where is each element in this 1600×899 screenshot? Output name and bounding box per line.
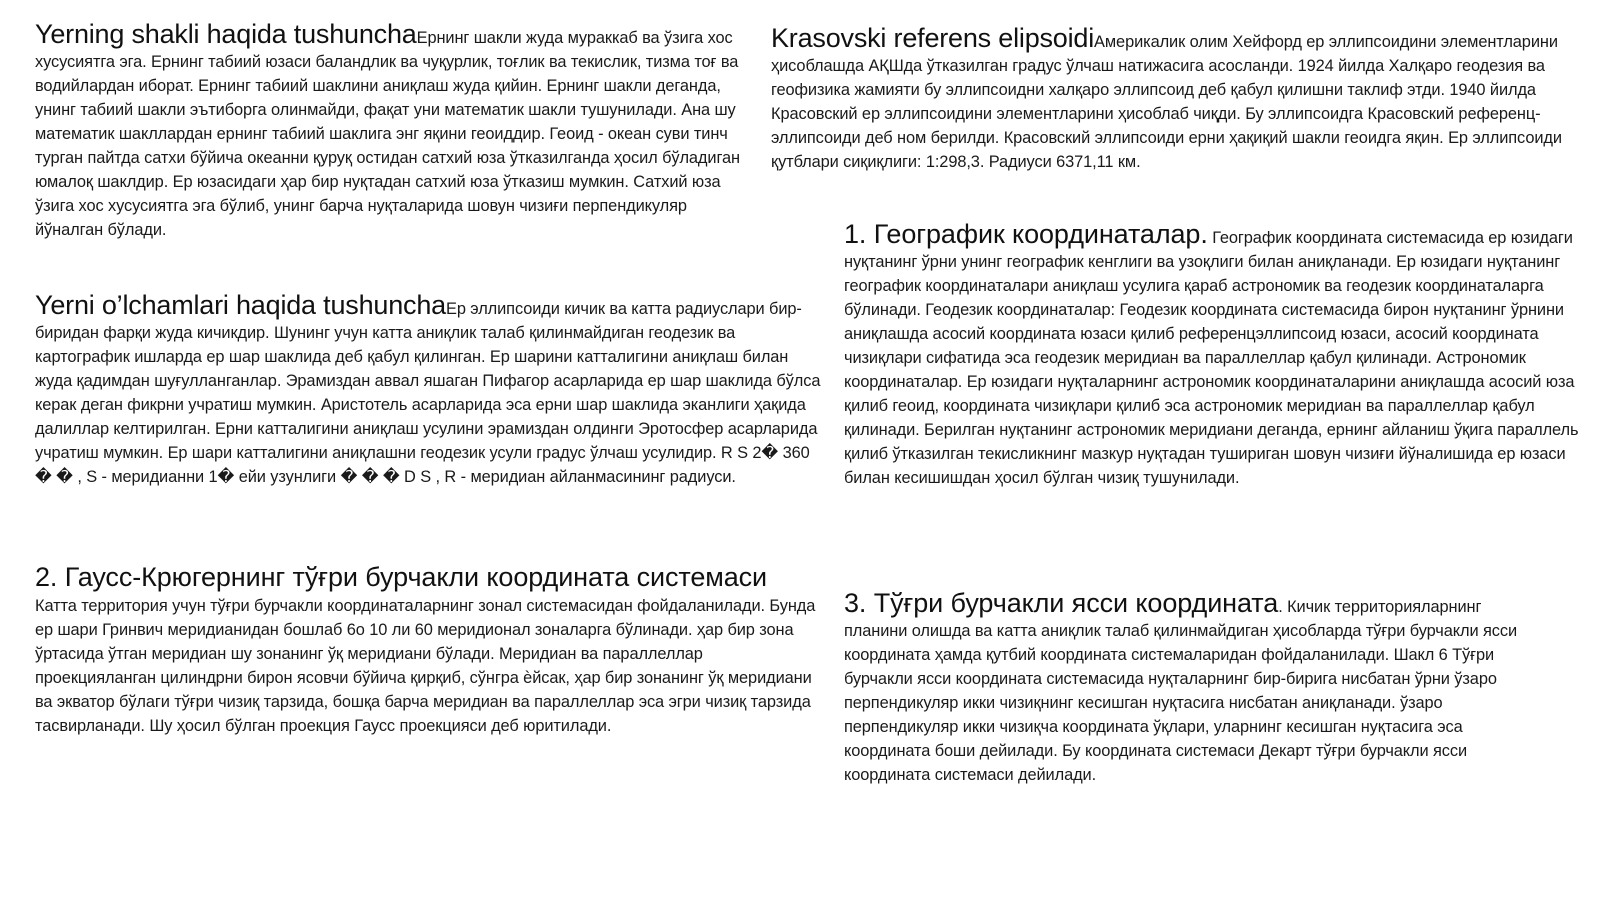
section-text: Географик координата системасида ер юзидаги нуқтанинг ўрни унинг географик кенглиги ва узоқлиги билан аниқланади. Ер юзидаги нуқтанинг географик координаталари аниқлаш усулига қараб астрономик ва геодезик координаталарга бўлинади. Геодезик координаталар: Геодезик координата системасида бирон нуқтанинг ўрнини аниқлашда асосий координата юзаси қилиб референцэллипсоид юзаси, асосий координата чизиқлари сифатида эса геодезик меридиан ва параллеллар қабул қилинади. Астрономик координаталар. Ер юзидаги нуқталарнинг астрономик координаталарини аниқлашда асосий юза қилиб геоид, координата чизиқлари қилиб эса астрономик меридиан ва параллеллар қабул қилинади. Берилган нуқтанинг астрономик меридиани деганда, ернинг айланиш ўқига параллель қилиб ўтказилган текисликнинг мазкур нуқтадан тушириган шовун чизиғи йўналишида ер юзаси билан кесишишдан ҳосил бўлган чизиқ тушунилади. (844, 229, 1579, 487)
section-title: Yerni o’lchamlari haqida tushuncha (35, 290, 446, 320)
section-krasovski-ellipsoid (771, 23, 1571, 174)
section-text: Катта территория учун тўғри бурчакли координаталарнинг зонал системасидан фойдаланилади. Бунда ер шари Гринвич меридианидан бошлаб 6о 10 ли 60 меридионал зоналарга бўлинади. ҳар бир зона ўртасида ўтган меридиан шу зонанинг ўқ меридиани бўлади. Меридиан ва параллеллар проекцияланган цилиндрни бирон ясовчи бўйича қирқиб, сўнгра ѐйсак, ҳар бир зонанинг ўқ меридиани ва экватор бўлаги тўғри чизиқ тарзида, бошқа барча меридиан ва параллеллар эса эгри чизиқ тарзида тасвирланади. Шу ҳосил бўлган проекция Гаусс проекцияси деб юритилади. (35, 597, 816, 735)
section-title: 1. Географик координаталар. (844, 219, 1208, 249)
section-text: Ер эллипсоиди кичик ва катта радиуслари бир-биридан фарқи жуда кичикдир. Шунинг учун катта аниқлик талаб қилинмайдиган геодезик ва картографик ишларда ер шар шаклида деб қабул қилинган. Ер шарини катталигини аниқлаш билан жуда қадимдан шуғулланганлар. Эрамиздан аввал яшаган Пифагор асарларида ер шар шаклида бўлса керак деган фикрни учратиш мумкин. Аристотель асарларида эса ерни шар шаклида эканлиги ҳақида далиллар келтирилган. Ерни катталигини аниқлаш усулини эрамиздан олдинги Эротосфер асарларида учратиш мумкин. Ер шари катталигини аниқлашни геодезик усули градус ўлчаш усулидир. R S 2� 360 � � , S - меридианни 1� ейи узунлиги � � � D S , R - меридиан айланмасининг радиуси. (35, 300, 821, 486)
section-geographic-coordinates (844, 219, 1584, 490)
section-title: 3. Тўғри бурчакли ясси координата (844, 588, 1279, 618)
section-gauss-kruger (35, 560, 825, 738)
section-text: . Кичик территорияларнинг планини олишда ва катта аниқлик талаб қилинмайдиган ҳисобларда тўғри бурчакли ясси координата ҳамда қутбий координата системаларидан фойдаланилади. Шакл 6 Тўғри бурчакли ясси координата системасида нуқталарнинг бир-бирига нисбатан ўрни ўзаро перпендикуляр икки чизиқнинг кесишган нуқтасига нисбатан аниқланади. ўзаро перпендикуляр икки чизиқча координата ўқлари, уларнинг кесишган нуқтасига эса координата боши дейилади. Бу координата системаси Декарт тўғри бурчакли ясси координата системаси дейилади. (844, 598, 1518, 784)
section-title: Krasovski referens elipsoidi (771, 23, 1095, 53)
section-heading: 2. Гаусс-Крюгернинг тўғри бурчакли координата системаси (35, 562, 768, 592)
section-text: Ернинг шакли жуда мураккаб ва ўзига хос хусусиятга эга. Ернинг табиий юзаси баландлик ва чуқурлик, тоғлик ва текислик, тизма тоғ ва водийлардан иборат. Ернинг табиий шаклини аниқлаш жуда қийин. Ернинг шакли деганда, унинг табиий шакли эътиборга олинмайди, фақат уни математик шакли тушунилади. Ана шу математик шакллардан ернинг табиий шаклига энг яқини геоиддир. Геоид - океан суви тинч турган пайтда сатхи бўйича океанни қуруқ остидан сатхий юза ўтказилганда ҳосил бўладиган юмалоқ шаклдир. Ер юзасидаги ҳар бир нуқтадан сатхий юза ўтказиш мумкин. Сатхий юза ўзига хос хусусиятга эга бўлиб, унинг барча нуқталарида шовун чизиғи перпендикуляр йўналган бўлади. (35, 29, 740, 239)
section-yerning-shakli (35, 19, 745, 242)
section-title: Yerning shakli haqida tushuncha (35, 19, 417, 49)
section-text: Америкалик олим Хейфорд ер эллипсоидини элементларини ҳисоблашда АҚШда ўтказилган градус ўлчаш натижасига асосланди. 1924 йилда Халқаро геодезия ва геофизика жамияти бу эллипсоидни халқаро эллипсоид деб қабул қилишни таклиф этди. 1940 йилда Красовский ер эллипсоидини элементларини ҳисоблаб чиқди. Бу эллипсоидга Красовский референц-эллипсоиди деб ном берилди. Красовский эллипсоиди ерни ҳақиқий шакли геоидга яқин. Ер эллипсоиди қутблари сиқиқлиги: 1:298,3. Радиуси 6371,11 км. (771, 33, 1562, 171)
section-plane-coordinates (844, 588, 1524, 787)
section-yerni-olchamlari (35, 290, 825, 489)
